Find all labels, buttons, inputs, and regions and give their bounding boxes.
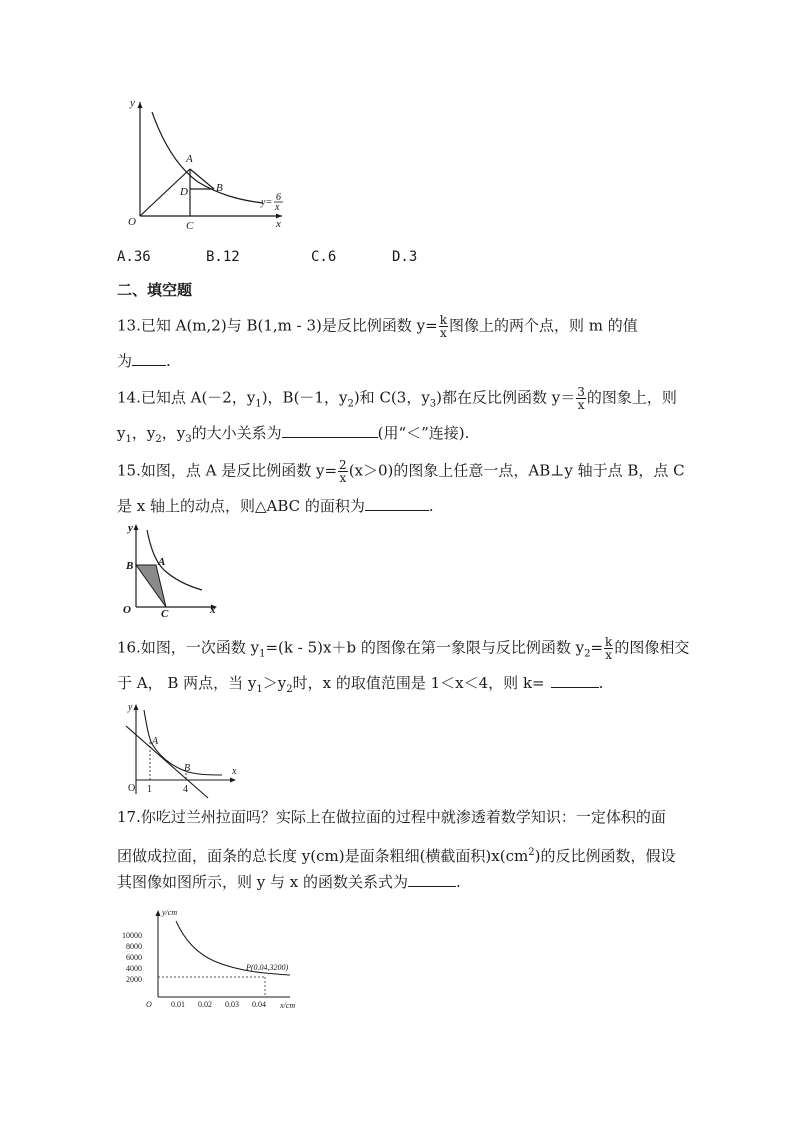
y-axis-label: y (128, 522, 133, 534)
point-B-label: B (126, 560, 134, 572)
x-axis-label: x (210, 604, 216, 616)
q17-answer-blank[interactable] (408, 872, 456, 887)
tick-label-1: 1 (147, 784, 152, 795)
q13-line2: 为 . (117, 352, 171, 370)
q14-fraction: $\frac{3}{x}$ (577, 385, 585, 412)
q16-answer-blank[interactable] (551, 673, 599, 688)
q16-graph (116, 698, 246, 798)
q17-figure (118, 903, 318, 1013)
y-tick-2000: 2000 (126, 975, 142, 984)
q17-line1: 17.你吃过兰州拉面吗？实际上在做拉面的过程中就渗透着数学知识：一定体积的面 (117, 808, 666, 826)
q13-answer-blank[interactable] (132, 351, 166, 366)
choice-b: B.12 (206, 249, 240, 265)
section-heading: 二、填空题 (117, 281, 193, 299)
x-axis-arrow (230, 778, 236, 783)
point-B-label: B (184, 763, 191, 774)
q13-line1: 13.已知 A(m,2)与 B(1,m - 3)是反比例函数 y= $\frac{k}{x}$ 图像上的两个点，则 m 的值 (117, 313, 638, 340)
triangle-ABC (136, 565, 166, 607)
y-tick-8000: 8000 (126, 942, 142, 951)
q16-figure (116, 698, 246, 798)
x-axis-label: x (232, 766, 237, 777)
y-tick-4000: 4000 (126, 964, 142, 973)
point-P-label: P(0.04,3200) (246, 963, 289, 972)
y-axis-arrow (138, 102, 143, 108)
y-axis-label: y (130, 97, 135, 109)
point-D-label: D (180, 186, 188, 198)
q14-line2: $y_1$，$y_2$，$y_3$的大小关系为 (用“＜”连接). (117, 424, 470, 445)
x-tick-0.01: 0.01 (171, 1000, 185, 1009)
q17-graph (118, 903, 318, 1013)
curve-label-den: x (275, 202, 280, 213)
q15-answer-blank[interactable] (365, 496, 429, 511)
q16-line2: 于 A， B 两点，当 $y_1>y_2$时，x 的取值范围是 1＜x＜4，则 k= . (117, 674, 604, 695)
q17-line2: 团做成拉面，面条的总长度 y(cm)是面条粗细(横截面积)$x(cm^2)$的反比例函数，假设 (117, 847, 676, 865)
x-axis-label: x/cm (280, 1001, 296, 1010)
q16-fraction: $\frac{k}{x}$ (605, 635, 613, 662)
y-tick-6000: 6000 (126, 953, 142, 962)
choice-c: C.6 (311, 249, 337, 265)
point-A-label: A (186, 153, 193, 165)
point-A-label: A (158, 556, 166, 568)
y-tick-10000: 10000 (122, 931, 142, 940)
x-tick-0.02: 0.02 (198, 1000, 212, 1009)
point-A-label: A (152, 736, 159, 747)
q14-answer-blank[interactable] (282, 423, 378, 438)
q13-fraction: $\frac{k}{x}$ (439, 313, 447, 340)
point-C-label: C (186, 220, 194, 232)
curve-label-num: 6 (276, 192, 281, 203)
origin-label: O (128, 216, 136, 228)
q12-graph (118, 94, 298, 234)
y-axis-arrow (156, 910, 161, 916)
point-C-label: C (161, 608, 169, 620)
q15-line1: 15.如图，点 A 是反比例函数 y= $\frac{2}{x}$ (x＞0)的图象上任意一点，AB⊥y 轴于点 B，点 C (117, 458, 685, 485)
q14-line1: 14.已知点 A(－2，$y_1$)，B(－1，$y_2$)和 C(3，$y_3$)都在反比例函数 y＝ $\frac{3}{x}$ 的图象上，则 (117, 385, 677, 412)
q17-line3: 其图像如图所示，则 y 与 x 的函数关系式为 . (117, 873, 461, 891)
q15-graph (120, 518, 230, 618)
origin-label: O (146, 1000, 152, 1009)
curve-label-prefix: y= (261, 197, 273, 208)
q12-figure (118, 94, 298, 234)
y-axis-label: y (128, 702, 133, 713)
y-axis-arrow (134, 704, 139, 710)
origin-label: O (123, 604, 131, 616)
choice-d: D.3 (392, 249, 418, 265)
q15-fraction: $\frac{2}{x}$ (339, 458, 347, 485)
choice-a: A.36 (117, 249, 151, 265)
x-tick-0.03: 0.03 (225, 1000, 239, 1009)
q15-figure (120, 518, 230, 618)
origin-label: O (128, 783, 136, 794)
q16-line1: 16.如图，一次函数 $y_1=(k - 5)x+b$ 的图像在第一象限与反比例函数 $y_2=$ $\frac{k}{x}$ 的图像相交 (117, 635, 690, 662)
y-axis-arrow (134, 524, 139, 530)
linear-function-line (126, 726, 208, 798)
x-tick-0.04: 0.04 (252, 1000, 266, 1009)
q15-line2: 是 x 轴上的动点，则△ABC 的面积为 . (117, 497, 434, 515)
y-axis-label: y/cm (162, 908, 178, 917)
x-axis-label: x (276, 218, 281, 230)
tick-label-4: 4 (183, 784, 188, 795)
point-B-label: B (216, 182, 223, 194)
